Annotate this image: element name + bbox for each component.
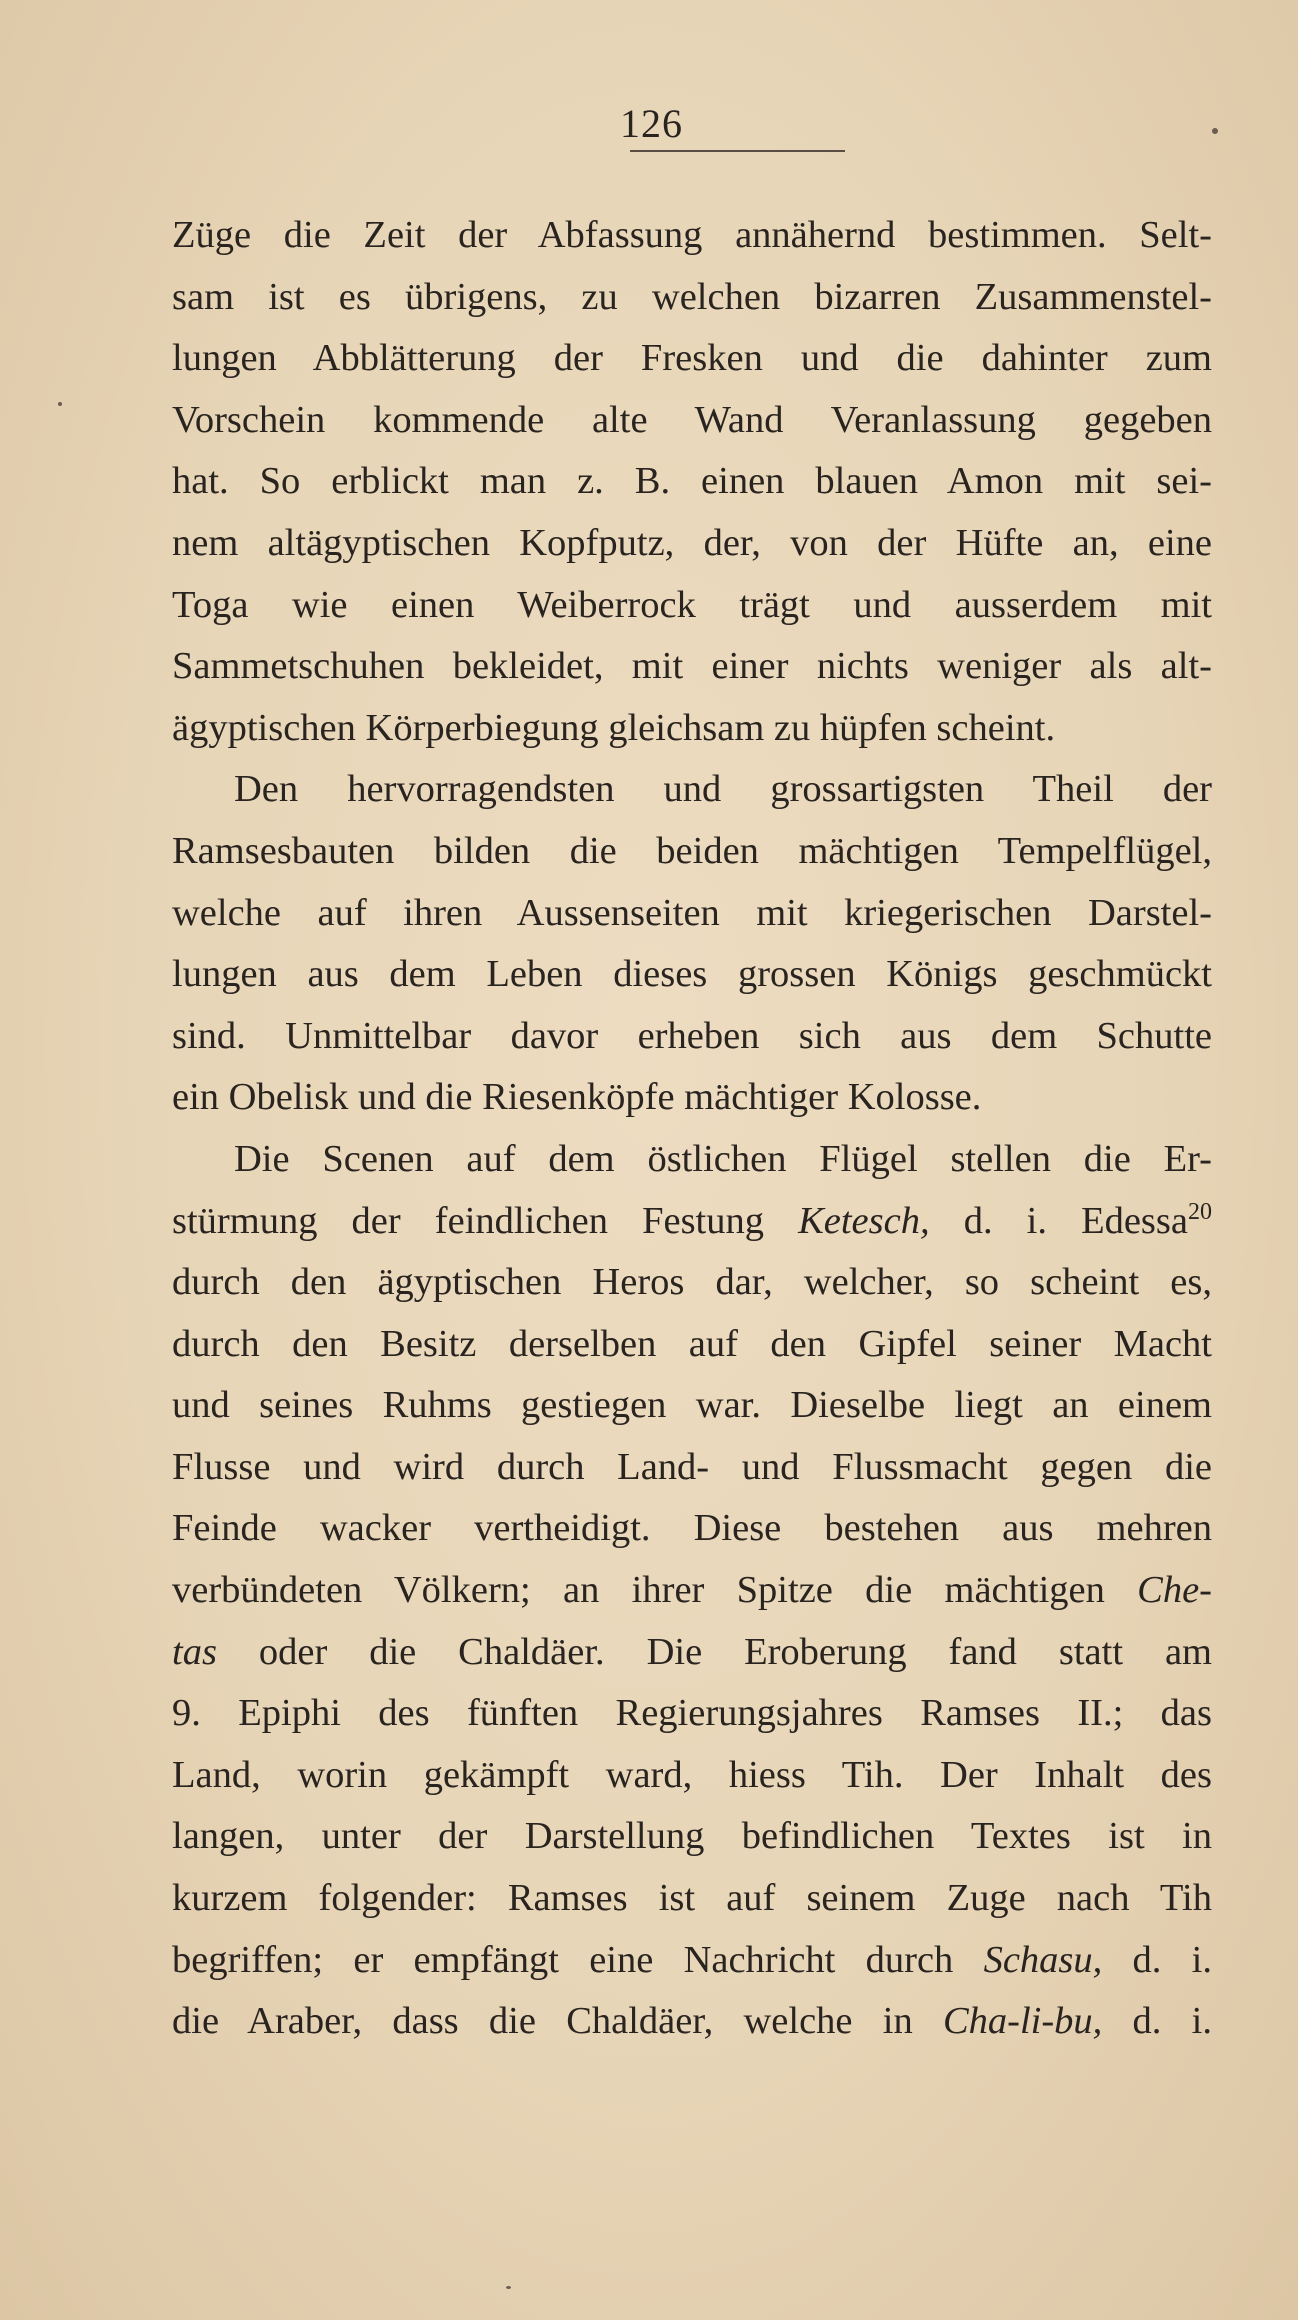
text-line xyxy=(172,1868,1212,1930)
text-segment: Ramsesbauten bilden die beiden mächtigen Tempelflügel, xyxy=(172,829,1212,872)
text-line xyxy=(172,759,1212,821)
body-text xyxy=(172,205,1212,2053)
header-rule xyxy=(630,150,845,152)
text-segment: Den hervorragendsten und grossartigsten Theil der xyxy=(234,768,1212,811)
text-line xyxy=(172,1622,1212,1684)
text-line xyxy=(172,944,1212,1006)
text-segment: durch den ägyptischen Heros dar, welcher, so scheint es, xyxy=(172,1261,1212,1304)
text-line xyxy=(172,390,1212,452)
text-segment: sam ist es übrigens, zu welchen bizarren Zusammenstel- xyxy=(172,275,1212,318)
italic-text: Che- xyxy=(1137,1569,1212,1612)
text-line xyxy=(172,1683,1212,1745)
text-segment: Vorschein kommende alte Wand Veranlassung gegeben xyxy=(172,398,1212,441)
print-speck xyxy=(506,2286,511,2289)
text-segment: die Araber, dass die Chaldäer, welche in xyxy=(172,2000,943,2043)
text-line xyxy=(172,1252,1212,1314)
text-line xyxy=(172,883,1212,945)
footnote-ref: 20 xyxy=(1188,1198,1212,1225)
text-segment: sind. Unmittelbar davor erheben sich aus dem Schutte xyxy=(172,1014,1212,1057)
text-line xyxy=(172,636,1212,698)
text-segment: ein Obelisk und die Riesenköpfe mächtiger Kolosse. xyxy=(172,1076,982,1119)
text-segment: lungen Abblätterung der Fresken und die dahinter zum xyxy=(172,337,1212,380)
text-segment: Land, worin gekämpft ward, hiess Tih. Der Inhalt des xyxy=(172,1753,1212,1796)
text-line xyxy=(172,1498,1212,1560)
text-segment: begriffen; er empfängt eine Nachricht durch xyxy=(172,1938,984,1981)
text-line xyxy=(172,1991,1212,2053)
text-segment: hat. So erblickt man z. B. einen blauen Amon mit sei- xyxy=(172,460,1212,503)
text-segment: oder die Chaldäer. Die Eroberung fand statt am xyxy=(216,1630,1212,1673)
text-segment: Toga wie einen Weiberrock trägt und ausserdem mit xyxy=(172,583,1212,626)
text-segment: verbündeten Völkern; an ihrer Spitze die mächtigen xyxy=(172,1569,1138,1612)
text-segment: und seines Ruhms gestiegen war. Dieselbe liegt an einem xyxy=(172,1384,1212,1427)
text-segment: d. i. xyxy=(1102,2000,1212,2043)
text-line xyxy=(172,1930,1212,1992)
text-line xyxy=(172,1560,1212,1622)
print-speck xyxy=(58,402,62,406)
text-line xyxy=(172,1191,1212,1253)
italic-text: Schasu, xyxy=(983,1938,1103,1981)
text-segment: Die Scenen auf dem östlichen Flügel stellen die Er- xyxy=(234,1137,1212,1180)
text-line xyxy=(172,698,1212,760)
text-segment: ägyptischen Körperbiegung gleichsam zu hüpfen scheint. xyxy=(172,706,1056,749)
text-segment: kurzem folgender: Ramses ist auf seinem Zuge nach Tih xyxy=(172,1877,1212,1920)
text-line xyxy=(172,1067,1212,1129)
print-speck xyxy=(1212,128,1218,134)
text-segment: Sammetschuhen bekleidet, mit einer nichts weniger als alt- xyxy=(172,645,1212,688)
page-header xyxy=(0,100,1298,160)
text-line xyxy=(172,1314,1212,1376)
text-line xyxy=(172,205,1212,267)
text-segment: nem altägyptischen Kopfputz, der, von der Hüfte an, eine xyxy=(172,521,1212,564)
page-number: 126 xyxy=(620,101,683,146)
text-line xyxy=(172,575,1212,637)
text-segment: Feinde wacker vertheidigt. Diese bestehen aus mehren xyxy=(172,1507,1212,1550)
text-line xyxy=(172,1375,1212,1437)
text-segment: welche auf ihren Aussenseiten mit kriegerischen Darstel- xyxy=(172,891,1212,934)
text-segment: Züge die Zeit der Abfassung annähernd bestimmen. Selt- xyxy=(172,214,1212,256)
text-segment: durch den Besitz derselben auf den Gipfel seiner Macht xyxy=(172,1322,1212,1365)
italic-text: Cha-li-bu, xyxy=(942,2000,1103,2043)
text-segment: Flusse und wird durch Land- und Flussmacht gegen die xyxy=(172,1445,1212,1488)
text-line xyxy=(172,1129,1212,1191)
text-segment: d. i. xyxy=(1102,1938,1212,1981)
text-line xyxy=(172,1437,1212,1499)
text-line xyxy=(172,328,1212,390)
text-line xyxy=(172,451,1212,513)
text-segment: d. i. Edessa xyxy=(929,1199,1188,1242)
text-segment: 9. Epiphi des fünften Regierungsjahres Ramses II.; das xyxy=(172,1692,1212,1735)
text-line xyxy=(172,821,1212,883)
text-line xyxy=(172,1745,1212,1807)
text-segment: lungen aus dem Leben dieses grossen Königs geschmückt xyxy=(172,953,1212,996)
text-line xyxy=(172,267,1212,329)
italic-text: Ketesch, xyxy=(798,1199,930,1242)
text-line xyxy=(172,1006,1212,1068)
text-line xyxy=(172,1806,1212,1868)
text-segment: stürmung der feindlichen Festung xyxy=(172,1199,799,1242)
text-segment: langen, unter der Darstellung befindlichen Textes ist in xyxy=(172,1815,1212,1858)
text-line xyxy=(172,513,1212,575)
italic-text: tas xyxy=(172,1630,217,1673)
